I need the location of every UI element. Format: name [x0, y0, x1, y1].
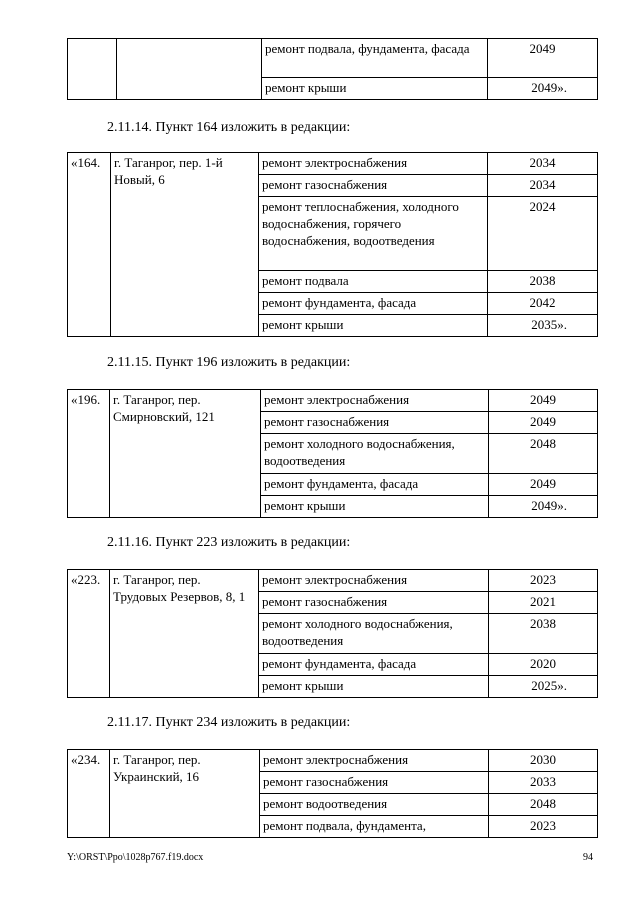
work-cell: ремонт крыши	[261, 496, 489, 518]
year-cell: 2025».	[489, 676, 598, 698]
address-table	[67, 389, 598, 518]
address-cell: г. Таганрог, пер. 1-й Новый, 6	[111, 153, 259, 337]
year-cell: 2038	[488, 271, 598, 293]
work-cell: ремонт подвала	[259, 271, 488, 293]
work-cell: ремонт подвала, фундамента,	[260, 816, 489, 838]
work-cell: ремонт газоснабжения	[261, 412, 489, 434]
work-cell: ремонт подвала, фундамента, фасада	[262, 39, 488, 78]
table-row	[68, 153, 598, 175]
address-cell: г. Таганрог, пер. Смирновский, 121	[110, 390, 261, 518]
address-cell	[117, 39, 262, 100]
year-cell: 2048	[489, 794, 598, 816]
year-cell: 2049».	[489, 496, 598, 518]
address-cell: г. Таганрог, пер. Трудовых Резервов, 8, 1	[110, 570, 259, 698]
item-number-cell: «234.	[68, 750, 110, 838]
item-number-cell: «223.	[68, 570, 110, 698]
year-cell: 2024	[488, 197, 598, 271]
address-table	[67, 152, 598, 337]
work-cell: ремонт холодного водоснабжения, водоотведения	[259, 614, 489, 654]
year-cell: 2023	[489, 570, 598, 592]
year-cell: 2020	[489, 654, 598, 676]
year-cell: 2021	[489, 592, 598, 614]
year-cell: 2049».	[488, 78, 598, 100]
work-cell: ремонт фундамента, фасада	[259, 654, 489, 676]
address-cell: г. Таганрог, пер. Украинский, 16	[110, 750, 260, 838]
work-cell: ремонт газоснабжения	[260, 772, 489, 794]
work-cell: ремонт крыши	[259, 676, 489, 698]
continuation-table	[67, 38, 598, 100]
address-table	[67, 569, 598, 698]
work-cell: ремонт электроснабжения	[261, 390, 489, 412]
year-cell: 2049	[489, 390, 598, 412]
year-cell: 2030	[489, 750, 598, 772]
footer-page-number: 94	[583, 852, 593, 863]
work-cell: ремонт фундамента, фасада	[261, 474, 489, 496]
year-cell: 2049	[489, 474, 598, 496]
item-number-cell: «196.	[68, 390, 110, 518]
table-row	[68, 390, 598, 412]
year-cell: 2034	[488, 175, 598, 197]
table-row	[68, 750, 598, 772]
work-cell: ремонт газоснабжения	[259, 592, 489, 614]
number-cell	[68, 39, 117, 100]
year-cell: 2049	[489, 412, 598, 434]
work-cell: ремонт крыши	[262, 78, 488, 100]
year-cell: 2038	[489, 614, 598, 654]
year-cell: 2049	[488, 39, 598, 78]
year-cell: 2042	[488, 293, 598, 315]
work-cell: ремонт электроснабжения	[259, 570, 489, 592]
year-cell: 2034	[488, 153, 598, 175]
work-cell: ремонт газоснабжения	[259, 175, 488, 197]
item-number-cell: «164.	[68, 153, 111, 337]
year-cell: 2023	[489, 816, 598, 838]
year-cell: 2048	[489, 434, 598, 474]
section-heading: 2.11.14. Пункт 164 изложить в редакции:	[107, 120, 351, 135]
table-row	[68, 39, 598, 78]
work-cell: ремонт фундамента, фасада	[259, 293, 488, 315]
work-cell: ремонт теплоснабжения, холодного водоснабжения, горячего водоснабжения, водоотведения	[259, 197, 488, 271]
work-cell: ремонт водоотведения	[260, 794, 489, 816]
year-cell: 2035».	[488, 315, 598, 337]
work-cell: ремонт электроснабжения	[259, 153, 488, 175]
section-heading: 2.11.16. Пункт 223 изложить в редакции:	[107, 535, 351, 550]
work-cell: ремонт электроснабжения	[260, 750, 489, 772]
work-cell: ремонт холодного водоснабжения, водоотведения	[261, 434, 489, 474]
year-cell: 2033	[489, 772, 598, 794]
work-cell: ремонт крыши	[259, 315, 488, 337]
address-table	[67, 749, 598, 838]
table-row	[68, 570, 598, 592]
section-heading: 2.11.15. Пункт 196 изложить в редакции:	[107, 355, 351, 370]
footer-file-path: Y:\ORST\Ppo\1028p767.f19.docx	[67, 852, 204, 863]
section-heading: 2.11.17. Пункт 234 изложить в редакции:	[107, 715, 351, 730]
